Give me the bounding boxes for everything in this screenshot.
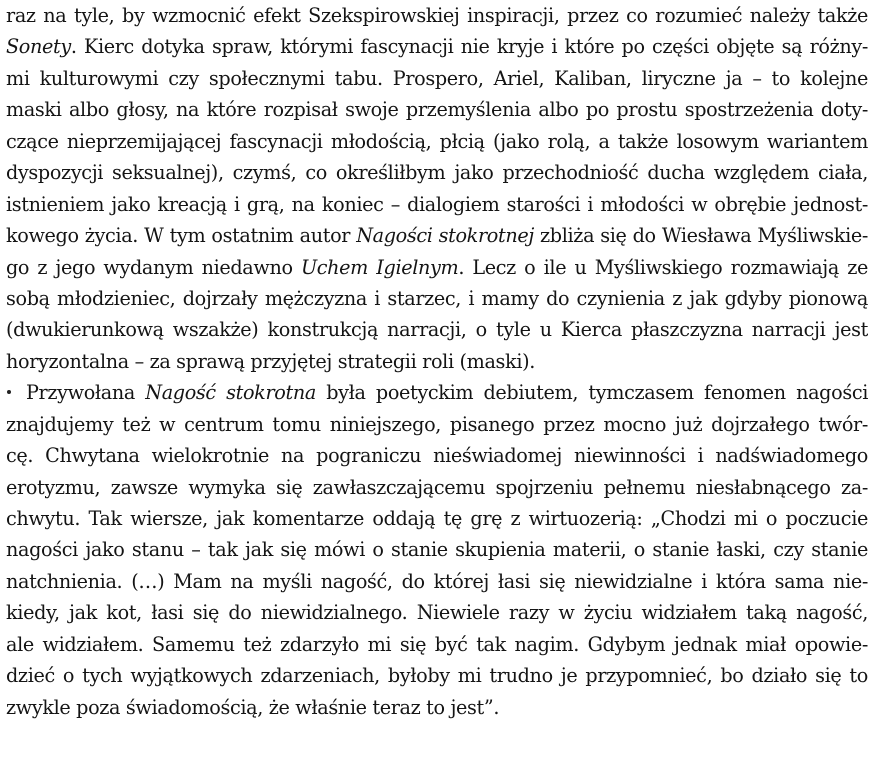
italic-title: Uchem Igielnym [300,255,459,279]
text-line [6,566,868,597]
text-segment: mi kulturowymi czy społecznymi tabu. Prospero, Ariel, Kaliban, liryczne ja – to kolejne [6,66,868,90]
text-line [6,63,868,94]
text-segment: zwykle poza świadomością, że właśnie teraz to jest”. [6,695,500,719]
text-segment: . Kierc dotyka spraw, którymi fascynacji nie kryje i które po części objęte są różny- [70,35,868,59]
text-segment: maski albo głosy, na które rozpisał swoje przemyślenia albo po prostu spostrzeżenia doty- [6,98,868,122]
text-line [6,0,868,31]
text-line [6,377,868,408]
text-segment: dyspozycji seksualnej), czymś, co określiłbym jako przechodniość ducha względem ciała, [6,161,868,185]
text-segment: horyzontalna – za sprawą przyjętej strategii roli (maski). [6,349,535,373]
text-segment: ale widziałem. Samemu też zdarzyło mi się być tak nagim. Gdybym jednak miał opowie- [6,632,868,656]
text-segment: czące nieprzemijającej fascynacji młodością, płcią (jako rolą, a także losowym wariantem [6,129,868,153]
text-segment: chwytu. Tak wiersze, jak komentarze oddają tę grę z wirtuozerią: „Chodzi mi o poczucie [6,507,868,530]
text-line [6,629,868,660]
text-line [6,472,868,503]
text-segment: zbliża się do Wiesława Myśliwskie- [533,224,868,248]
text-segment: cę. Chwytana wielokrotnie na pograniczu nieświadomej niewinności i nadświadomego [6,444,868,468]
text-line [6,252,868,283]
italic-title: Nagość stokrotna [145,381,316,405]
text-segment: Przywołana [26,381,146,405]
text-line [6,189,868,220]
text-segment: istnieniem jako kreacją i grą, na koniec – dialogiem starości i młodości w obrębie jednost- [6,192,868,216]
text-segment: raz na tyle, by wzmocnić efekt Szekspirowskiej inspiracji, przez co rozumieć należy także [6,4,868,27]
text-segment: natchnienia. (…) Mam na myśli nagość, do której łasi się niewidzialne i która sama nie- [6,569,868,593]
text-line [6,503,868,534]
paragraph-2 [6,377,868,723]
text-segment: go z jego wydanym niedawno [6,255,301,279]
text-line [6,94,868,125]
text-segment: nagości jako stanu – tak jak się mówi o stanie skupienia materii, o stanie łaski, czy stanie [6,538,868,562]
text-line [6,283,868,314]
text-line [6,440,868,471]
text-line [6,157,868,188]
text-segment: sobą młodzieniec, dojrzały mężczyzna i starzec, i mamy do czynienia z jak gdyby pionową [6,286,868,310]
text-line [6,534,868,565]
text-line [6,692,868,723]
text-line [6,220,868,251]
text-segment: kiedy, jak kot, łasi się do niewidzialnego. Niewiele razy w życiu widziałem taką nagość, [6,601,868,625]
text-segment: . Lecz o ile u Myśliwskiego rozmawiają ze [458,255,868,279]
document-page [6,0,868,723]
text-line [6,126,868,157]
text-line [6,597,868,628]
text-segment: erotyzmu, zawsze wymyka się zawłaszczającemu spojrzeniu pełnemu niesłabnącego za- [6,475,868,499]
text-segment: była poetyckim debiutem, tymczasem fenomen nagości [315,381,868,405]
text-line [6,409,868,440]
text-segment: znajdujemy też w centrum tomu niniejszego, pisanego przez mocno już dojrzałego twór- [6,412,868,436]
text-segment: dzieć o tych wyjątkowych zdarzeniach, byłoby mi trudno je przypomnieć, bo działo się to [6,664,868,688]
paragraph-1 [6,0,868,377]
italic-title: Nagości stokrotnej [356,224,534,248]
text-segment: kowego życia. W tym ostatnim autor [6,224,357,248]
text-line [6,660,868,691]
text-line [6,346,868,377]
text-segment: (dwukierunkową wszakże) konstrukcją narracji, o tyle u Kierca płaszczyzna narracji jest [6,318,868,342]
text-line [6,314,868,345]
text-line [6,31,868,62]
italic-title: Sonety [6,35,71,59]
